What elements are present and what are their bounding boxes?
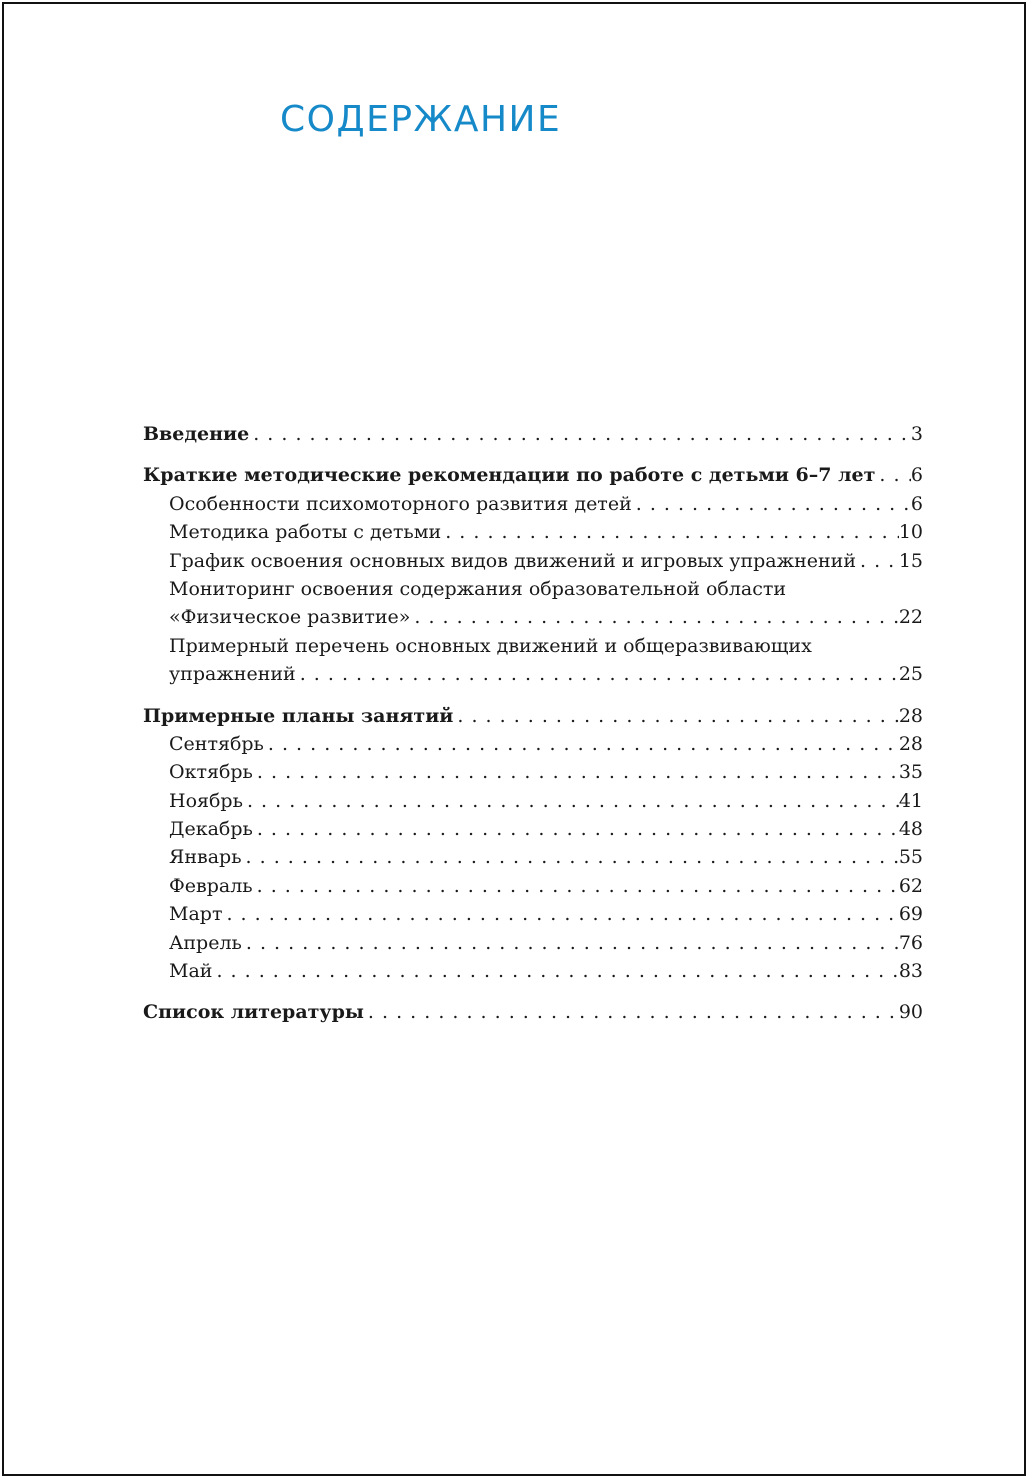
- toc-page-number: 48: [898, 818, 923, 841]
- toc-entry-list: [143, 660, 923, 688]
- document-page: [2, 2, 1026, 1476]
- toc-entry-literature: [143, 998, 923, 1026]
- toc-page-number: 10: [898, 521, 923, 544]
- toc-entry-label: Октябрь: [169, 761, 253, 784]
- toc-entry-label: Введение: [143, 423, 250, 445]
- toc-leader-dots: [453, 702, 898, 730]
- toc-entry-month: [143, 872, 923, 900]
- toc-entry-label: Февраль: [169, 874, 253, 897]
- toc-entry-month: [143, 815, 923, 843]
- toc-page-number: 62: [898, 874, 923, 897]
- toc-entry-label: Методика работы с детьми: [169, 521, 442, 544]
- toc-page-number: 22: [898, 606, 923, 629]
- toc-page-number: 41: [898, 789, 923, 812]
- toc-leader-dots: [212, 957, 898, 985]
- toc-entry-features: [143, 490, 923, 518]
- toc-page-number: 28: [898, 732, 923, 755]
- toc-entry-label: Май: [169, 960, 213, 983]
- toc-page-number: 35: [898, 761, 923, 784]
- toc-leader-dots: [243, 787, 899, 815]
- toc-entry-label: Список литературы: [143, 1001, 364, 1024]
- toc-leader-dots: [875, 461, 911, 489]
- toc-entry-month: [143, 843, 923, 871]
- toc-page-number: 90: [898, 1001, 923, 1024]
- toc-entry-label: График освоения основных видов движений и игровых упражнений: [169, 549, 857, 572]
- toc-entry-label: Краткие методические рекомендации по работе с детьми 6–7 лет: [143, 464, 876, 487]
- toc-entry-recommendations: [143, 461, 923, 489]
- table-of-contents: [143, 420, 923, 1027]
- toc-page-number: 6: [910, 464, 923, 487]
- toc-entry-label: упражнений: [169, 663, 296, 686]
- toc-entry-month: [143, 730, 923, 758]
- toc-page-number: 55: [898, 846, 923, 869]
- toc-page-number: 83: [898, 960, 923, 983]
- toc-leader-dots: [364, 998, 899, 1026]
- toc-entry-month: [143, 957, 923, 985]
- toc-page-number: 6: [910, 492, 923, 515]
- toc-entry-label: Январь: [169, 846, 242, 869]
- toc-leader-dots: [253, 758, 899, 786]
- toc-leader-dots: [856, 547, 899, 575]
- toc-leader-dots: [296, 660, 899, 688]
- toc-entry-month: [143, 758, 923, 786]
- toc-leader-dots: [242, 843, 899, 871]
- toc-page-number: 15: [898, 549, 923, 572]
- toc-entry-label: Особенности психомоторного развития детей: [169, 492, 632, 515]
- toc-entry-list-line1: Примерный перечень основных движений и общеразвивающих: [169, 634, 812, 657]
- toc-page-number: 76: [898, 931, 923, 954]
- toc-leader-dots: [253, 815, 899, 843]
- toc-leader-dots: [253, 872, 899, 900]
- toc-leader-dots: [441, 518, 899, 546]
- toc-leader-dots: [410, 603, 898, 631]
- toc-entry-schedule: [143, 547, 923, 575]
- toc-leader-dots: [242, 929, 899, 957]
- toc-entry-label: Апрель: [169, 931, 242, 954]
- page-title: СОДЕРЖАНИЕ: [280, 99, 562, 140]
- toc-leader-dots: [249, 420, 911, 448]
- toc-entry-label: Сентябрь: [169, 732, 264, 755]
- toc-page-number: 3: [910, 423, 923, 445]
- toc-entry-label: «Физическое развитие»: [169, 606, 411, 629]
- toc-leader-dots: [264, 730, 899, 758]
- toc-entry-monitoring-line1: Мониторинг освоения содержания образовательной области: [169, 577, 787, 600]
- toc-entry-monitoring: [143, 603, 923, 631]
- toc-entry-label: Март: [169, 903, 223, 926]
- toc-entry-label: Декабрь: [169, 818, 253, 841]
- toc-entry-month: [143, 929, 923, 957]
- toc-leader-dots: [632, 490, 911, 518]
- toc-page-number: 25: [898, 663, 923, 686]
- toc-leader-dots: [222, 900, 898, 928]
- toc-page-number: 69: [898, 903, 923, 926]
- toc-entry-label: Ноябрь: [169, 789, 243, 812]
- toc-entry-methods: [143, 518, 923, 546]
- toc-entry-label: Примерные планы занятий: [143, 704, 454, 727]
- toc-entry-plans: [143, 702, 923, 730]
- toc-entry-month: [143, 787, 923, 815]
- toc-entry-month: [143, 900, 923, 928]
- toc-entry-intro: [143, 420, 923, 448]
- toc-page-number: 28: [898, 704, 923, 727]
